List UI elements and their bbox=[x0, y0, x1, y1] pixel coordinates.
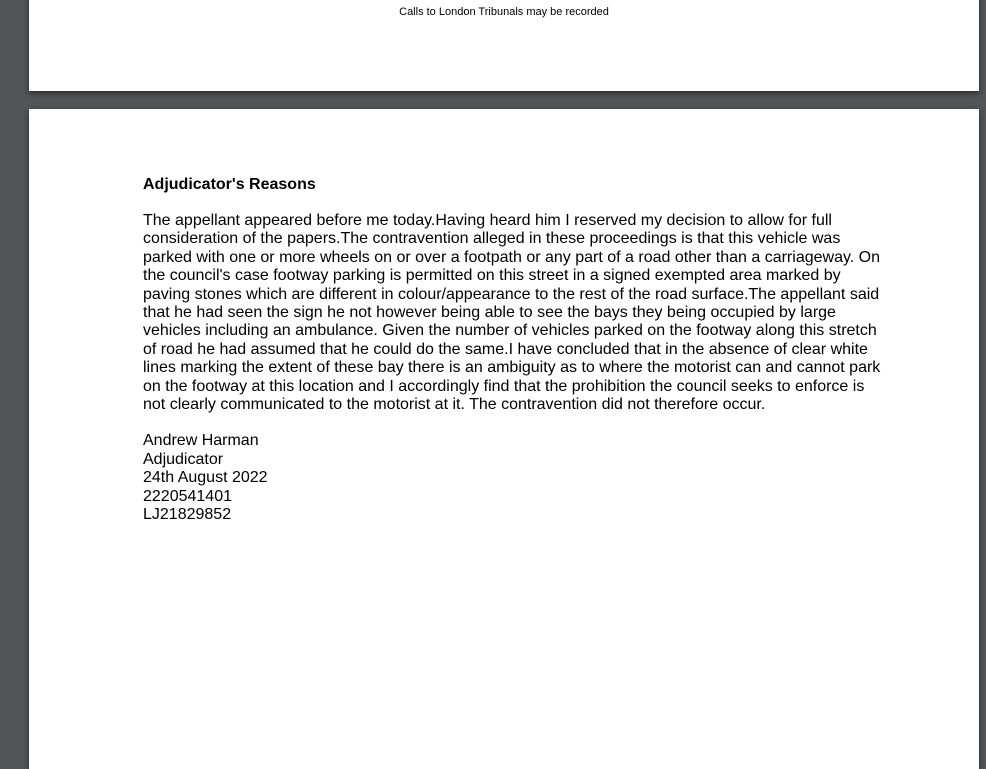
page-content bbox=[143, 176, 883, 525]
adjudicator-role: Adjudicator bbox=[143, 450, 224, 468]
decision-date: 24th August 2022 bbox=[143, 469, 268, 487]
previous-page bbox=[29, 0, 979, 91]
recording-notice: Calls to London Tribunals may be recorded bbox=[399, 6, 609, 18]
case-number: 2220541401 bbox=[143, 487, 232, 505]
reference-number: LJ21829852 bbox=[143, 506, 232, 524]
document-page bbox=[29, 109, 979, 769]
signature-block bbox=[143, 432, 883, 524]
reasons-paragraph: The appellant appeared before me today.Having heard him I reserved my decision to allow for full consideration of the papers.The contravention alleged in these proceedings is that this vehicle was parked with one or more wheels on or over a footpath or any part of a road other than a carriageway. On the council's case footway parking is permitted on this street in a signed exempted area marked by paving stones which are different in colour/appearance to the rest of the road surface.The appellant said that he had seen the sign he not however being able to see the bays they being occupied by large vehicles including an ambulance. Given the number of vehicles parked on the footway along this stretch of road he had assumed that he could do the same.I have concluded that in the absence of clear white lines marking the extent of these bay there is an ambiguity as to where the motorist can and cannot park on the footway at this location and I accordingly find that the prohibition the council seeks to enforce is not clearly communicated to the motorist at it. The contravention did not therefore occur. bbox=[143, 212, 881, 414]
section-heading: Adjudicator's Reasons bbox=[143, 176, 316, 193]
adjudicator-name: Andrew Harman bbox=[143, 432, 259, 450]
